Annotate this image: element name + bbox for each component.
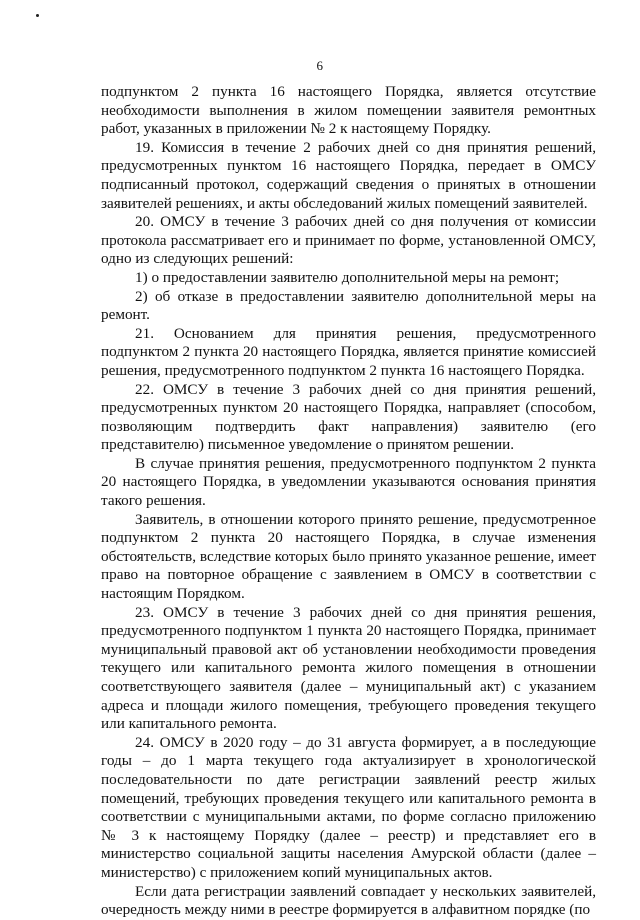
paragraph-20: 20. ОМСУ в течение 3 рабочих дней со дня получения от комиссии протокола рассматривает его и принимает по форме, установленной ОМСУ, одно из следующих решений: [101, 213, 596, 268]
document-body [101, 83, 596, 920]
scan-dot-mark [36, 14, 39, 17]
paragraph-20-item-2: 2) об отказе в предоставлении заявителю дополнительной меры на ремонт. [101, 287, 596, 324]
paragraph-19: 19. Комиссия в течение 2 рабочих дней со дня принятия решений, предусмотренных пунктом 16 настоящего Порядка, передает в ОМСУ подписанный протокол, содержащий сведения о принятых в отношении заявителей решениях, и акты обследований жилых помещений заявителей. [101, 138, 596, 212]
paragraph-24: 24. ОМСУ в 2020 году – до 31 августа формирует, а в последующие годы – до 1 марта текущего года актуализирует в хронологической последовательности по дате регистрации заявлений реестр жилых помещений, требующих проведения текущего или капитального ремонта в соответствии с муниципальными актами, по форме согласно приложению № 3 к настоящему Порядку (далее – реестр) и представляет его в министерство социальной защиты населения Амурской области (далее – министерство) с приложением копий муниципальных актов. [101, 733, 596, 881]
paragraph-21: 21. Основанием для принятия решения, предусмотренного подпунктом 2 пункта 20 настоящего Порядка, является принятие комиссией решения, предусмотренного подпунктом 2 пункта 16 настоящего Порядка. [101, 324, 596, 379]
paragraph-20-item-1: 1) о предоставлении заявителю дополнительной меры на ремонт; [135, 268, 560, 286]
paragraph-continuation: подпунктом 2 пункта 16 настоящего Порядка, является отсутствие необходимости выполнения в жилом помещении заявителя ремонтных работ, указанных в приложении № 2 к настоящему Порядку. [101, 83, 596, 138]
page-number: 6 [316, 58, 324, 73]
paragraph-24-same-date-note: Если дата регистрации заявлений совпадает у нескольких заявителей, очередность между ними в реестре формируется в алфавитном порядке (по [101, 882, 596, 919]
paragraph-23: 23. ОМСУ в течение 3 рабочих дней со дня принятия решения, предусмотренного подпунктом 1 пункта 20 настоящего Порядка, принимает муниципальный правовой акт об установлении необходимости проведения текущего или капитального ремонта жилого помещения в отношении соответствующего заявителя (далее – муниципальный акт) с указанием адреса и площади жилого помещения, требующего проведения текущего или капитального ремонта. [101, 603, 596, 733]
paragraph-22-reapply-note: Заявитель, в отношении которого принято решение, предусмотренное подпунктом 2 пункта 20 настоящего Порядка, в случае изменения обстоятельств, вследствие которых было принято указанное решение, имеет право на повторное обращение с заявлением в ОМСУ в соответствии с настоящим Порядком. [101, 510, 596, 603]
paragraph-22-refusal-note: В случае принятия решения, предусмотренного подпунктом 2 пункта 20 настоящего Порядка, в уведомлении указываются основания принятия такого решения. [101, 454, 596, 510]
paragraph-22: 22. ОМСУ в течение 3 рабочих дней со дня принятия решений, предусмотренных пунктом 20 настоящего Порядка, направляет (способом, позволяющим подтвердить факт направления) заявителю (его представителю) письменное уведомление о принятом решении. [101, 380, 596, 454]
